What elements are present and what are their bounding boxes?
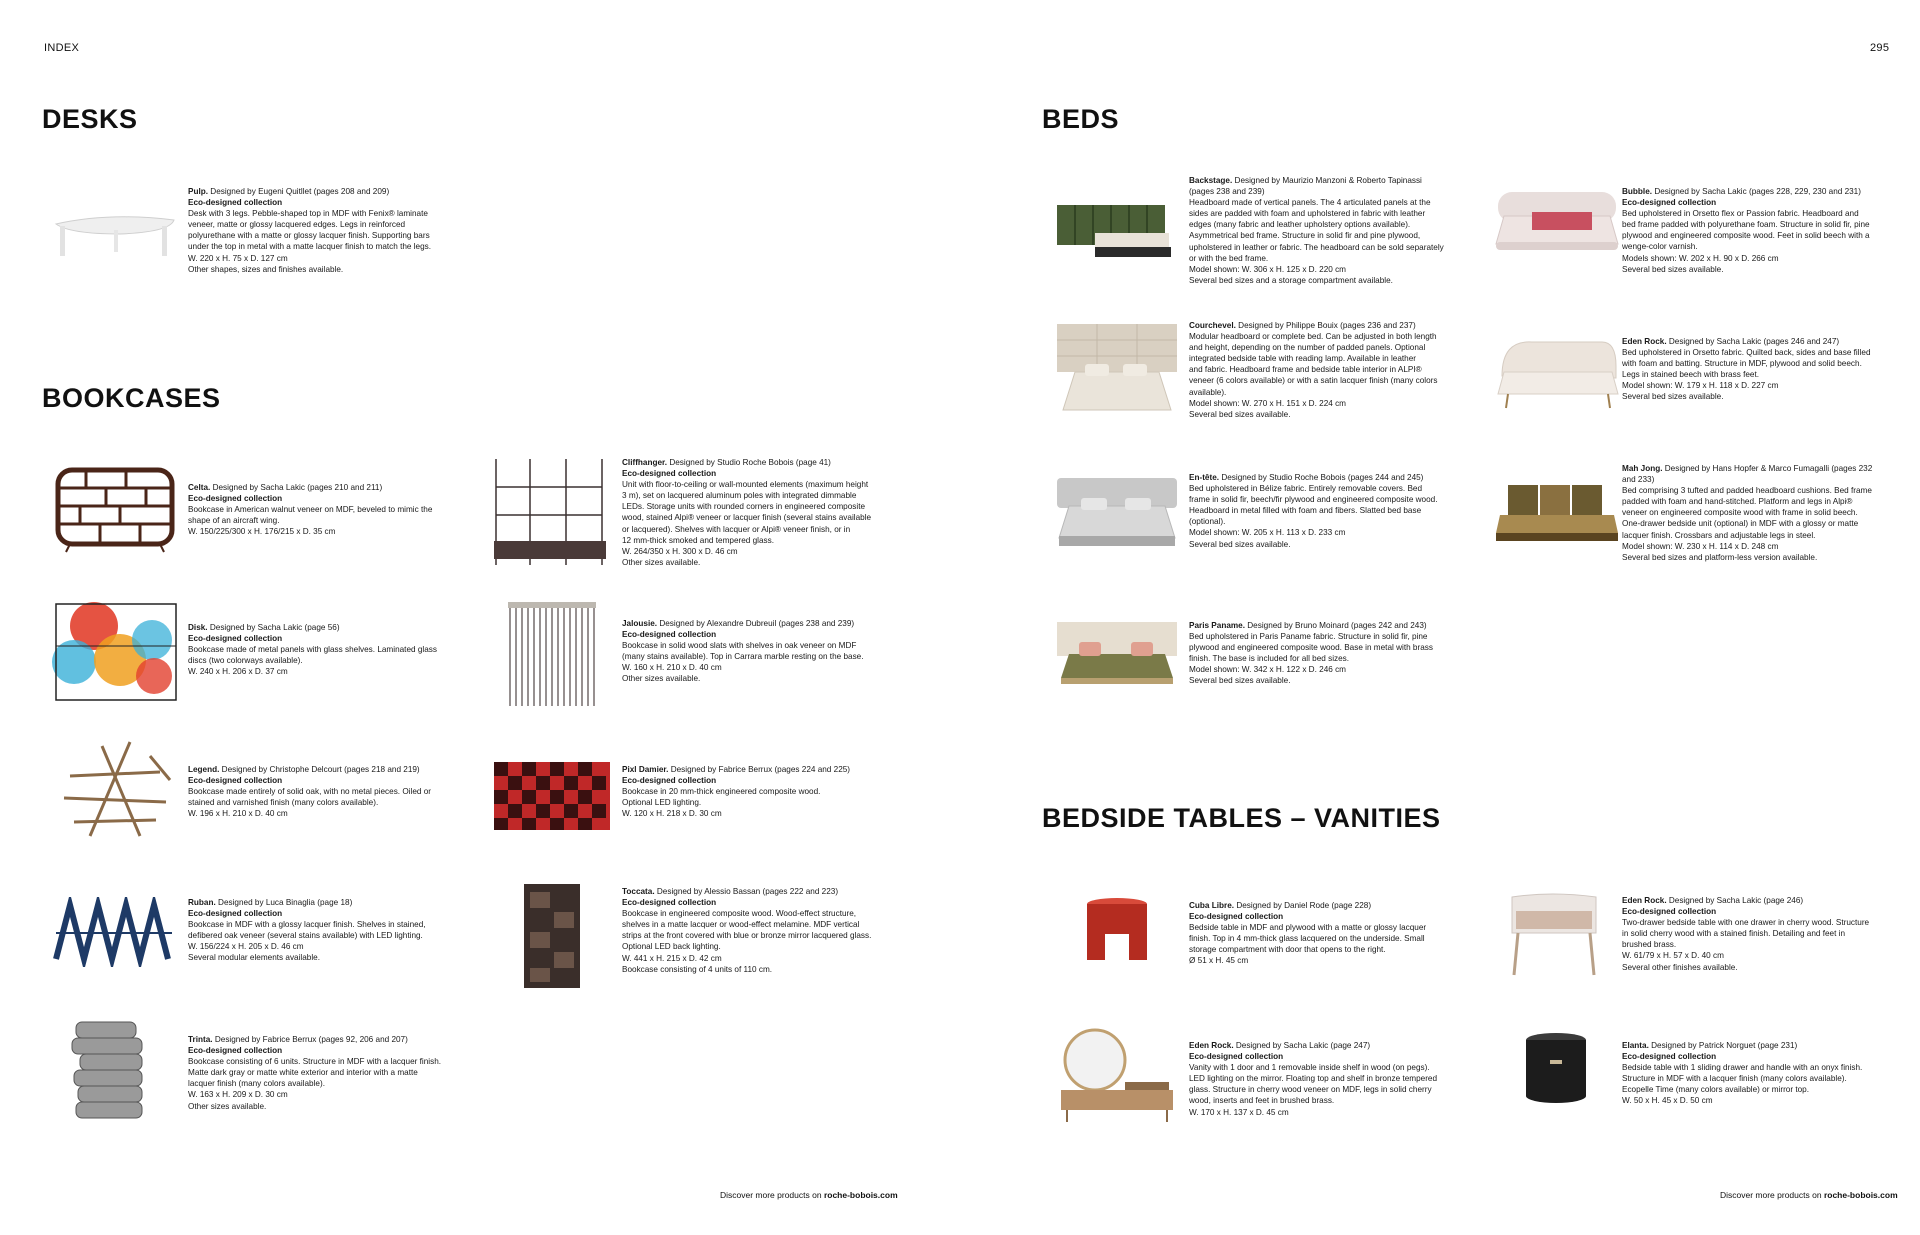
disk-bookcase-image (50, 596, 180, 706)
celta-description: Celta. Designed by Sacha Lakic (pages 210 and 211) Eco-designed collection Bookcase in American walnut veneer on MDF, beveled to mimic the shape of an aircraft wing. W. 150/225/300 x H. 176/215 x D. 35 cm (188, 483, 433, 537)
index-label: INDEX (44, 42, 80, 54)
celta-bookcase-image (50, 466, 180, 556)
bubble-description: Bubble. Designed by Sacha Lakic (pages 228, 229, 230 and 231) Eco-designed collection Bed upholstered in Orsetto flex or Passion fabric. Headboard and bed frame padded with polyurethane foam. Structure in solid fir, pine plywood and engineered composite wood. Feet in solid beech with a wenge-color varnish. Models shown: W. 202 x H. 90 x D. 266 cm Several bed sizes available. (1622, 187, 1870, 274)
footer-right-text: Discover more products on (1720, 1190, 1822, 1200)
footer-left (720, 1190, 898, 1200)
cliffhanger-description: Cliffhanger. Designed by Studio Roche Bobois (page 41) Eco-designed collection Unit with floor-to-ceiling or wall-mounted elements (maximum height 3 m), set on lacquered aluminum poles with integrated dimmable LEDs. Storage units with rounded corners in engineered composite wood, stained Alpi® veneer or lacquer finish (several stains available or lacquered). Shelves with lacquer or Alpi® veneer finish, or in 12 mm-thick smoked and tempered glass. W. 264/350 x H. 300 x D. 46 cm Other sizes available. (622, 458, 872, 567)
eden-rock-bed-description: Eden Rock. Designed by Sacha Lakic (pages 246 and 247) Bed upholstered in Orsetto fabric. Quilted back, sides and base filled with foam and batting. Structure in MDF, plywood and solid beech. Legs in stained beech with brass feet. Model shown: W. 179 x H. 118 x D. 227 cm Several bed sizes available. (1622, 337, 1871, 402)
paris-paname-description: Paris Paname. Designed by Bruno Moinard (pages 242 and 243) Bed upholstered in Paris Paname fabric. Structure in solid fir, pine plywood and engineered composite wood. Base in metal with brass finish. The base is included for all bed sizes. Model shown: W. 342 x H. 122 x D. 246 cm Several bed sizes available. (1189, 621, 1433, 686)
elanta-table-image (1492, 1030, 1622, 1110)
jalousie-description: Jalousie. Designed by Alexandre Dubreuil (pages 238 and 239) Eco-designed collection Bookcase in solid wood slats with shelves in oak veneer on MDF (many stains available). Top in Carrara marble resting on the base. W. 160 x H. 210 x D. 40 cm Other sizes available. (622, 619, 864, 684)
section-title-desks: DESKS (42, 104, 138, 134)
cuba-libre-description: Cuba Libre. Designed by Daniel Rode (page 228) Eco-designed collection Bedside table in MDF and plywood with a matte or glossy lacquer finish. Top in 4 mm-thick glass lacquered on the underside. Small storage compartment with door that opens to the right. Ø 51 x H. 45 cm (1189, 901, 1427, 966)
cuba-libre-table-image (1055, 894, 1179, 974)
disk-description: Disk. Designed by Sacha Lakic (page 56) Eco-designed collection Bookcase made of metal panels with glass shelves. Laminated glass discs (two colorways available). W. 240 x H. 206 x D. 37 cm (188, 623, 437, 677)
mah-jong-bed-image (1492, 477, 1622, 557)
toccata-description: Toccata. Designed by Alessio Bassan (pages 222 and 223) Eco-designed collection Bookcase in engineered composite wood. Wood-effect structure, shelves in a matte lacquer or wood-effect melamine. MDF vertical strips at the front covered with blue or bronze mirror lacquered glass. Optional LED back lighting. W. 441 x H. 215 x D. 42 cm Bookcase consisting of 4 units of 110 cm. (622, 887, 872, 974)
eden-rock-vanity-image (1055, 1024, 1179, 1124)
section-title-bookcases: BOOKCASES (42, 383, 221, 413)
courchevel-bed-image (1055, 320, 1179, 420)
footer-left-text: Discover more products on (720, 1190, 822, 1200)
courchevel-description: Courchevel. Designed by Philippe Bouix (pages 236 and 237) Modular headboard or complete bed. Can be adjusted in both length and height, depending on the number of padded panels. Optional integrated bedside table with reading lamp. Available in leather and fabric. Headboard frame and bedside table interior in ALPI® veneer (6 colors available) or with a satin lacquer finish (many colors available). Model shown: W. 270 x H. 151 x D. 224 cm Several bed sizes available. (1189, 321, 1438, 419)
footer-right-link[interactable]: roche-bobois.com (1823, 1190, 1898, 1200)
section-title-bedside-tables: BEDSIDE TABLES – VANITIES (1042, 803, 1441, 833)
eden-rock-bedside-description: Eden Rock. Designed by Sacha Lakic (page 246) Eco-designed collection Two-drawer bedside table with one drawer in cherry wood. Structure in solid cherry wood with a stained finish. Detailing and feet in brushed brass. W. 61/79 x H. 57 x D. 40 cm Several other finishes available. (1622, 896, 1870, 972)
trinta-bookcase-image (50, 1018, 180, 1128)
pixl-damier-description: Pixl Damier. Designed by Fabrice Berrux (pages 224 and 225) Eco-designed collection Bookcase in 20 mm-thick engineered composite wood. Optional LED lighting. W. 120 x H. 218 x D. 30 cm (622, 765, 851, 819)
eden-rock-vanity-description: Eden Rock. Designed by Sacha Lakic (page 247) Eco-designed collection Vanity with 1 door and 1 removable inside shelf in wood (on pegs). LED lighting on the mirror. Floating top and shelf in bronze tempered glass. Structure in cherry wood veneer on MDF, legs in solid cherry wood, inserts and feet in brushed brass. W. 170 x H. 137 x D. 45 cm (1189, 1041, 1438, 1117)
jalousie-bookcase-image (490, 600, 614, 710)
eden-rock-bedside-image (1492, 889, 1622, 979)
en-tete-bed-image (1055, 472, 1179, 552)
legend-description: Legend. Designed by Christophe Delcourt (pages 218 and 219) Eco-designed collection Bookcase made entirely of solid oak, with no metal pieces. Oiled or stained and varnished finish (many colors available). W. 196 x H. 210 x D. 40 cm (188, 765, 432, 819)
cliffhanger-bookcase-image (490, 457, 614, 567)
pulp-description: Pulp. Designed by Eugeni Quitllet (pages 208 and 209) Eco-designed collection Desk with 3 legs. Pebble-shaped top in MDF with Fenix® laminate veneer, matte or glossy lacquered edges. Legs in reinforced polyurethane with a matte or glossy lacquer finish. Supporting bars under the top in metal with a matte lacquer finish to match the legs. W. 220 x H. 75 x D. 127 cm Other shapes, sizes and finishes available. (188, 187, 432, 274)
ruban-description: Ruban. Designed by Luca Binaglia (page 18) Eco-designed collection Bookcase in MDF with a glossy lacquer finish. Shelves in stained, defibered oak veneer (several stains available) with LED lighting. W. 156/224 x H. 205 x D. 46 cm Several modular elements available. (188, 898, 426, 963)
elanta-description: Elanta. Designed by Patrick Norguet (page 231) Eco-designed collection Bedside table with 1 sliding drawer and handle with an onyx finish. Structure in MDF with a lacquer finish (many colors available). Ecopelle Time (many colors available) or mirror top. W. 50 x H. 45 x D. 50 cm (1622, 1041, 1863, 1106)
footer-left-link[interactable]: roche-bobois.com (823, 1190, 898, 1200)
paris-paname-bed-image (1055, 620, 1179, 690)
toccata-bookcase-image (490, 882, 614, 992)
backstage-description: Backstage. Designed by Maurizio Manzoni & Roberto Tapinassi (pages 238 and 239) Headboard made of vertical panels. The 4 articulated panels at the sides are padded with foam and upholstered in fabric with leather edges (many fabric and leather upholstery options available). Asymmetrical bed frame. Structure in solid fir and pine plywood, upholstered in leather or fabric. The headboard can be sold separately or with the bed frame. Model shown: W. 306 x H. 125 x D. 220 cm Several bed sizes and a storage compartment available. (1189, 176, 1444, 285)
eden-rock-bed-image (1492, 336, 1622, 412)
section-title-beds: BEDS (1042, 104, 1120, 134)
ruban-bookcase-image (50, 897, 180, 967)
trinta-description: Trinta. Designed by Fabrice Berrux (pages 92, 206 and 207) Eco-designed collection Bookcase consisting of 6 units. Structure in MDF with a lacquer finish. Matte dark gray or matte white exterior and interior with a matte lacquer finish (many colors available). W. 163 x H. 209 x D. 30 cm Other sizes available. (188, 1035, 442, 1111)
en-tete-description: En-tête. Designed by Studio Roche Bobois (pages 244 and 245) Bed upholstered in Bélize fabric. Entirely removable covers. Bed frame in solid fir, beech/fir plywood and engineered composite wood. Headboard in metal filled with foam and fibers. Slatted bed base (optional). Model shown: W. 205 x H. 113 x D. 233 cm Several bed sizes available. (1189, 473, 1438, 549)
backstage-bed-image (1055, 189, 1179, 269)
page-number: 295 (1870, 42, 1890, 54)
bubble-bed-image (1492, 186, 1622, 256)
pixl-damier-bookcase-image (490, 756, 614, 836)
mah-jong-bed-description: Mah Jong. Designed by Hans Hopfer & Marco Fumagalli (pages 232 and 233) Bed comprising 3 tufted and padded headboard cushions. Bed frame padded with foam and hand-stitched. Platform and legs in Alpi® veneer on engineered composite wood with frame in solid beech. One-drawer bedside unit (optional) in MDF with a glossy or matte lacquer finish. Crossbars and adjustable legs in steel. Model shown: W. 230 x H. 114 x D. 248 cm Several bed sizes and platform-less version available. (1622, 464, 1873, 562)
footer-right (1720, 1190, 1898, 1200)
pulp-desk-image (50, 200, 180, 270)
legend-bookcase-image (50, 736, 180, 846)
